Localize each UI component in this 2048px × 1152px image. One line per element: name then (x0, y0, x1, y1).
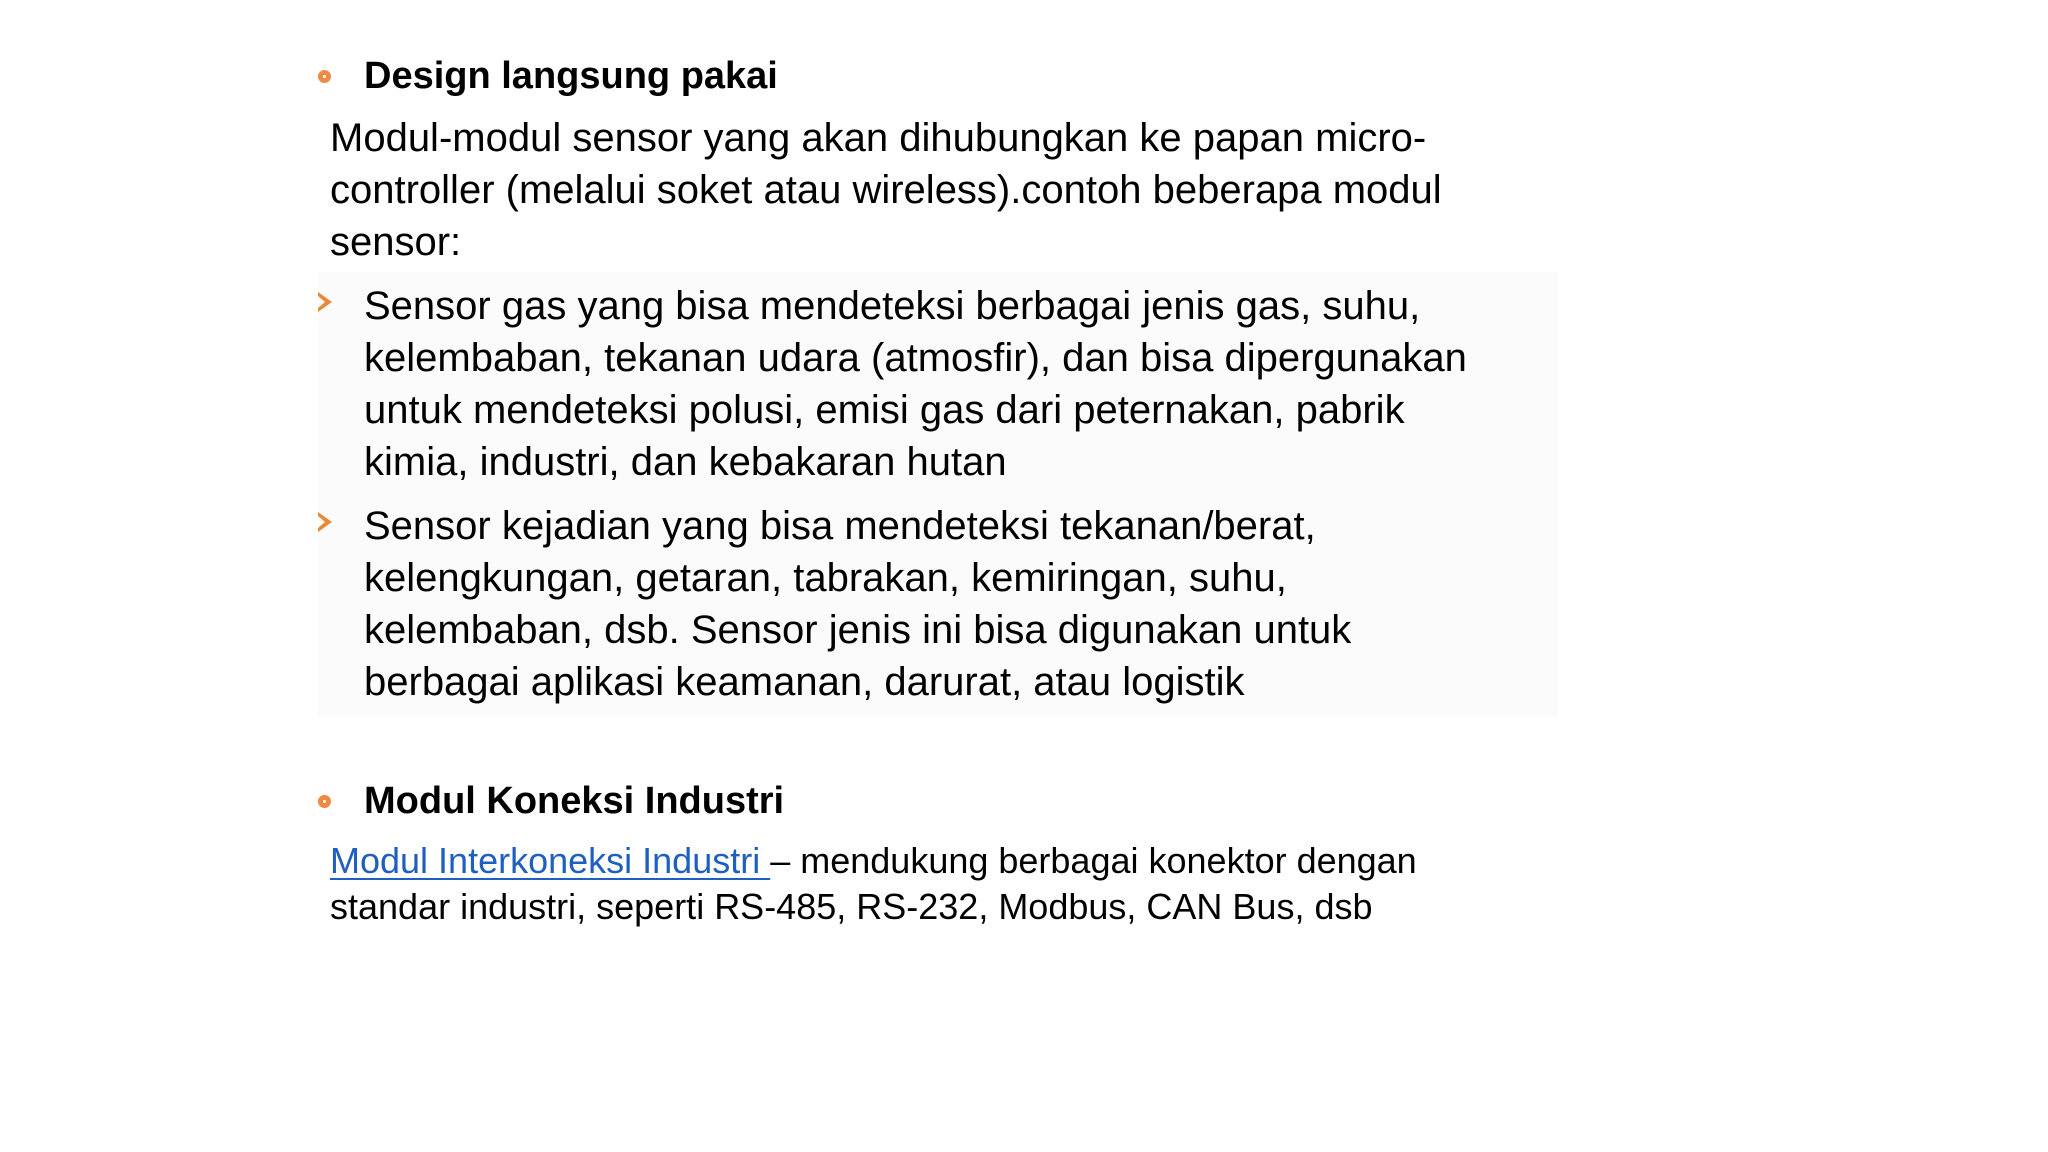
list-item-text (364, 280, 1467, 488)
list-item-text (364, 500, 1351, 708)
koneksi-line-1-text: – mendukung berbagai konektor dengan (770, 840, 1417, 881)
list-item-line: Sensor gas yang bisa mendeteksi berbagai jenis gas, suhu, (364, 284, 1421, 328)
list-item-line: kimia, industri, dan kebakaran hutan (364, 440, 1007, 484)
intro-paragraph (330, 112, 1580, 268)
link-modul-interkoneksi-industri[interactable]: Modul Interkoneksi Industri (330, 840, 771, 881)
circle-bullet-icon (318, 70, 331, 83)
arrow-bullet-icon (318, 292, 332, 312)
heading-modul-koneksi-industri: Modul Koneksi Industri (364, 780, 785, 822)
list-item-line: Sensor kejadian yang bisa mendeteksi tekanan/berat, (364, 504, 1316, 548)
intro-line: controller (melalui soket atau wireless).contoh beberapa modul (330, 168, 1442, 212)
list-item-line: untuk mendeteksi polusi, emisi gas dari peternakan, pabrik (364, 388, 1405, 432)
list-item-line: berbagai aplikasi keamanan, darurat, atau logistik (364, 660, 1245, 704)
circle-bullet-icon (318, 795, 331, 808)
koneksi-paragraph (330, 838, 1417, 930)
list-item-line: kelembaban, tekanan udara (atmosfir), dan bisa dipergunakan (364, 336, 1467, 380)
intro-line: sensor: (330, 220, 462, 264)
arrow-bullet-icon (318, 512, 332, 532)
list-item-line: kelengkungan, getaran, tabrakan, kemiringan, suhu, (364, 556, 1287, 600)
koneksi-line-1 (330, 838, 1417, 884)
heading-design-langsung-pakai: Design langsung pakai (364, 55, 778, 97)
intro-line: Modul-modul sensor yang akan dihubungkan ke papan micro- (330, 116, 1427, 160)
koneksi-line-2: standar industri, seperti RS-485, RS-232, Modbus, CAN Bus, dsb (330, 886, 1373, 927)
list-item-line: kelembaban, dsb. Sensor jenis ini bisa digunakan untuk (364, 608, 1352, 652)
